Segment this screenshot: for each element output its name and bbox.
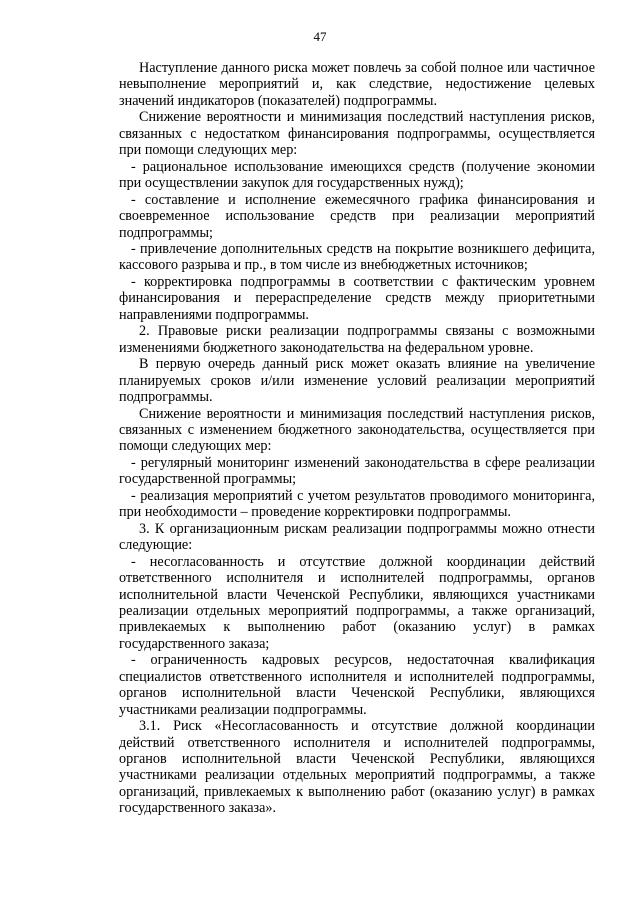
paragraph: 3. К организационным рискам реализации подпрограммы можно отнести следующие: — [119, 520, 595, 554]
page-number: 47 — [313, 29, 327, 44]
list-item: - регулярный мониторинг изменений законодательства в сфере реализации государственной программы; — [119, 454, 595, 488]
list-item: - привлечение дополнительных средств на покрытие возникшего дефицита, кассового разрыва и пр., в том числе из внебюджетных источников; — [119, 240, 595, 274]
list-item: - ограниченность кадровых ресурсов, недостаточная квалификация специалистов ответственного исполнителя и исполнителей подпрограммы, органов исполнительной власти Чеченской Республики, являющихся участниками реализации подпрограммы. — [119, 652, 595, 718]
list-item: - несогласованность и отсутствие должной координации действий ответственного исполнителя и исполнителей подпрограммы, органов исполнительной власти Чеченской Республики, являющихся участниками реализации отдельных мероприятий подпрограммы, а также организаций, привлекаемых к выполнению работ (оказанию услуг) в рамках государственного заказа; — [119, 553, 595, 652]
document-body — [119, 60, 595, 817]
list-item: - рациональное использование имеющихся средств (получение экономии при осуществлении закупок для государственных нужд); — [119, 158, 595, 192]
paragraph: Снижение вероятности и минимизация последствий наступления рисков, связанных с недостатком финансирования подпрограммы, осуществляется при помощи следующих мер: — [119, 109, 595, 159]
paragraph: 2. Правовые риски реализации подпрограммы связаны с возможными изменениями бюджетного законодательства на федеральном уровне. — [119, 323, 595, 356]
list-item: - составление и исполнение ежемесячного графика финансирования и своевременное использование средств при реализации мероприятий подпрограммы; — [119, 191, 595, 241]
paragraph: Наступление данного риска может повлечь за собой полное или частичное невыполнение мероприятий и, как следствие, недостижение целевых значений индикаторов (показателей) подпрограммы. — [119, 60, 595, 109]
paragraph: В первую очередь данный риск может оказать влияние на увеличение планируемых сроков и/или изменение условий реализации мероприятий подпрограммы. — [119, 356, 595, 406]
list-item: - корректировка подпрограммы в соответствии с фактическим уровнем финансирования и перераспределение средств между приоритетными направлениями подпрограммы. — [119, 273, 595, 323]
list-item: - реализация мероприятий с учетом результатов проводимого мониторинга, при необходимости – проведение корректировки подпрограммы. — [119, 487, 595, 521]
paragraph: 3.1. Риск «Несогласованность и отсутствие должной координации действий ответственного исполнителя и исполнителей подпрограммы, органов исполнительной власти Чеченской Республики, являющихся участниками реализации отдельных мероприятий подпрограммы, а также организаций, привлекаемых к выполнению работ (оказанию услуг) в рамках государственного заказа». — [119, 718, 595, 817]
paragraph: Снижение вероятности и минимизация последствий наступления рисков, связанных с изменением бюджетного законодательства, осуществляется при помощи следующих мер: — [119, 405, 595, 455]
